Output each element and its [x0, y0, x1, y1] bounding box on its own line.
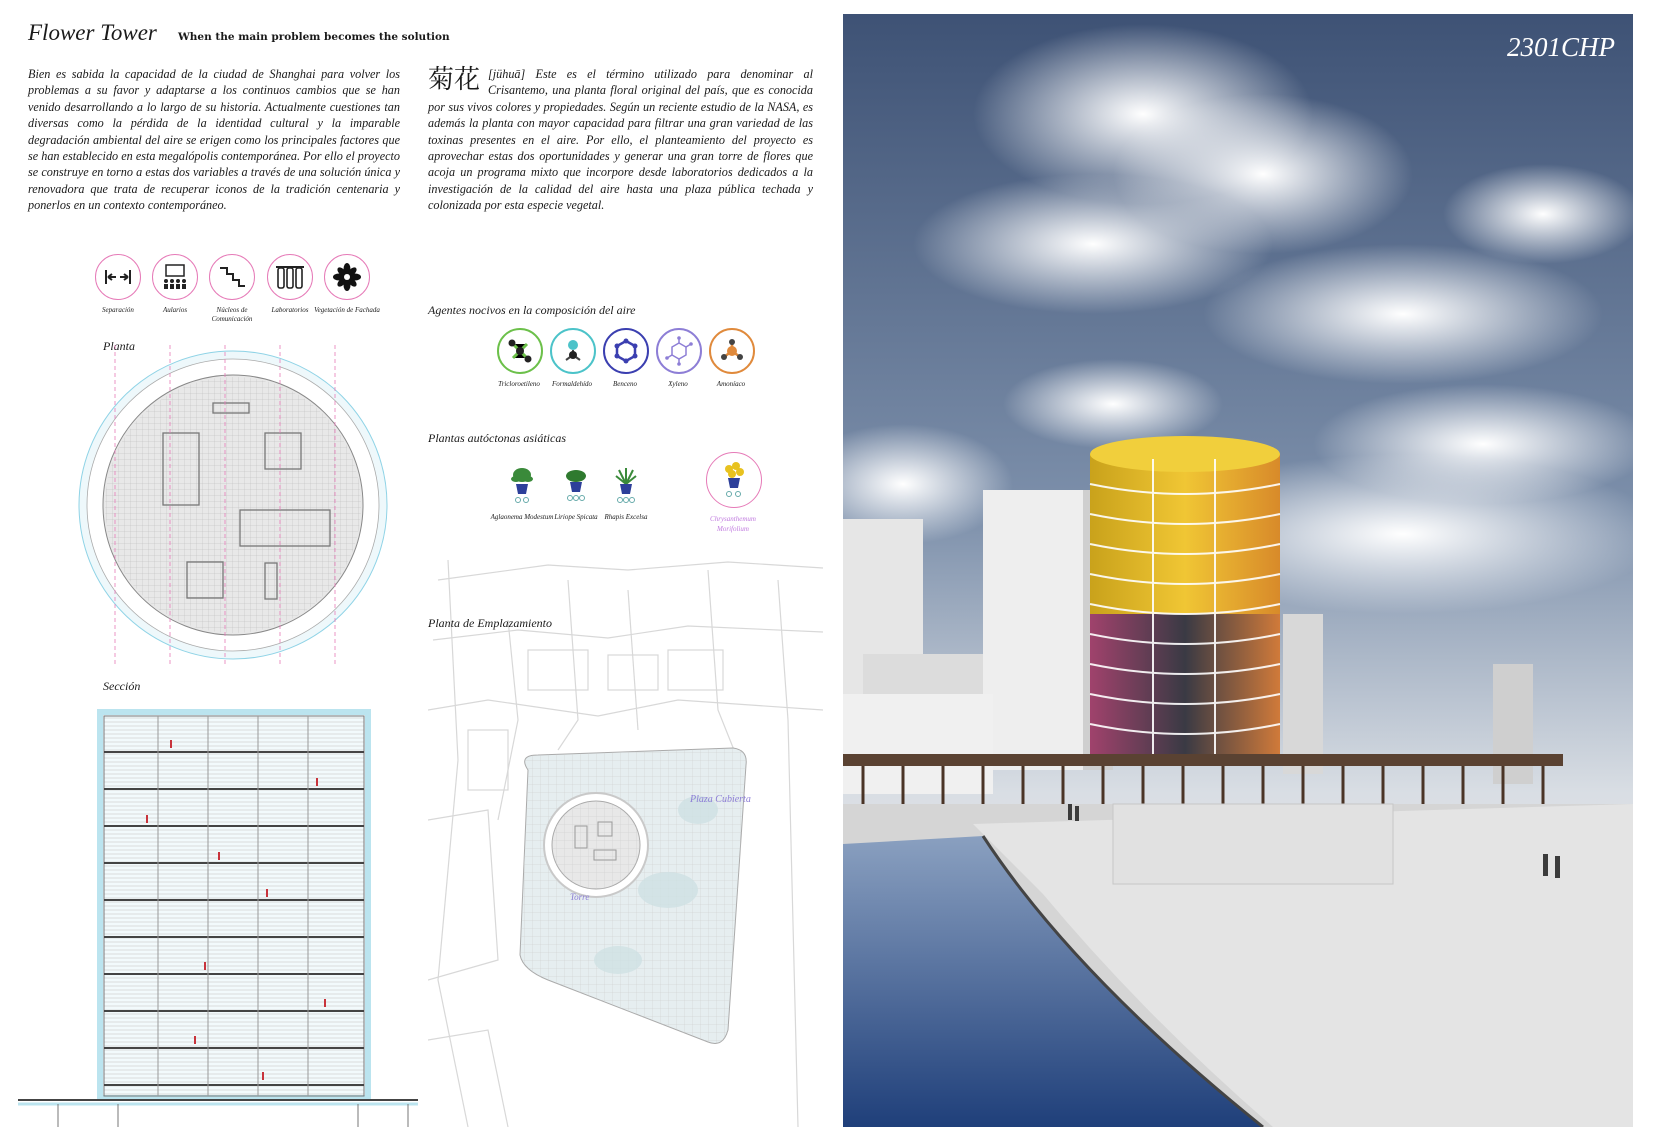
tower-label: Torre	[570, 892, 590, 902]
page-subtitle: When the main problem becomes the solution	[178, 31, 450, 43]
potted-plant-icon	[563, 466, 589, 504]
intro-paragraph: Bien es sabida la capacidad de la ciudad de Shanghai para volver los problemas a su favor y adaptarse a los continuos cambios que se han venido desarrollando a lo largo de su historia. Actualmente cuestiones tan diversas como la pérdida de la identidad cultural y la imparable degradación ambiental del aire se erigen como los principales factores que se han establecido en esta megalópolis contemporánea. Por ello el proyecto se construye en torno a estas dos variables a través de una solución única y renovadora que trata de recuperar iconos de la tradición centenaria y ponerlos en un contexto contemporáneo.	[28, 67, 400, 213]
page-title: Flower Tower	[28, 20, 157, 45]
floor-plan-drawing	[70, 345, 400, 665]
plants-label: Plantas autóctonas asiáticas	[428, 431, 566, 445]
program-item-labs: Laboratorios	[266, 254, 314, 315]
plan-label: Planta	[103, 339, 135, 353]
program-item-stairs: Núcleos de Comunicación	[208, 254, 256, 324]
toxin-trichloroethylene: Tricloroetileno	[497, 328, 541, 388]
molecule-icon	[664, 336, 694, 366]
laboratory-icon	[275, 264, 305, 290]
chinese-text: [jühuā] Este es el término utilizado para denominar al Crisantemo, una planta floral original del país, que es conocida por sus vivos colores y propiedades. Según un reciente estudio de la NASA, es además la planta con mayor capacidad para filtrar una gran variedad de las toxinas presentes en el aire. Por ello, el planteamiento del proyecto es aprovechar estas dos oportunidades y generar una gran torre de flores que acoja un programa mixto que incorpore desde laboratorios dedicados a la investigación de la calidad del aire hasta una plaza pública techada y colonizada por esta especie vegetal.	[428, 67, 813, 213]
chinese-characters: 菊花	[428, 65, 481, 95]
plant-chrysanthemum: Chrysanthemum Morifolium	[713, 452, 753, 534]
molecule-icon	[611, 336, 641, 366]
molecule-icon	[717, 336, 747, 366]
chinese-paragraph	[428, 66, 813, 214]
stairs-icon	[218, 264, 246, 290]
plaza-label: Plaza Cubierta	[690, 794, 751, 805]
section-drawing	[18, 700, 418, 1127]
flower-icon	[333, 263, 361, 291]
separation-icon	[103, 268, 133, 286]
toxin-benzene: Benceno	[603, 328, 647, 388]
potted-plant-icon	[721, 461, 747, 499]
toxin-xylene: Xyleno	[656, 328, 700, 388]
site-plan-drawing	[428, 560, 823, 1127]
toxin-formaldehyde: Formaldehído	[550, 328, 594, 388]
potted-plant-icon	[613, 466, 639, 504]
toxins-label: Agentes nocivos en la composición del aire	[428, 303, 636, 317]
site-plan-label: Planta de Emplazamiento	[428, 616, 552, 630]
toxin-ammonia: Amoníaco	[709, 328, 753, 388]
project-code: 2301CHP	[1507, 32, 1615, 62]
molecule-icon	[505, 336, 535, 366]
plant-liriope: Liriope Spicata	[556, 466, 596, 522]
plant-aglaonema: Aglaonema Modestum	[502, 466, 542, 522]
classroom-icon	[160, 263, 190, 291]
molecule-icon	[558, 336, 588, 366]
tower-render-image	[843, 14, 1633, 1127]
section-label: Sección	[103, 679, 141, 693]
program-item-classrooms: Aularios	[151, 254, 199, 315]
program-item-vegetation: Vegetación de Fachada	[323, 254, 371, 315]
plant-rhapis: Rhapis Excelsa	[606, 466, 646, 522]
potted-plant-icon	[509, 466, 535, 504]
program-item-separation: Separación	[94, 254, 142, 315]
